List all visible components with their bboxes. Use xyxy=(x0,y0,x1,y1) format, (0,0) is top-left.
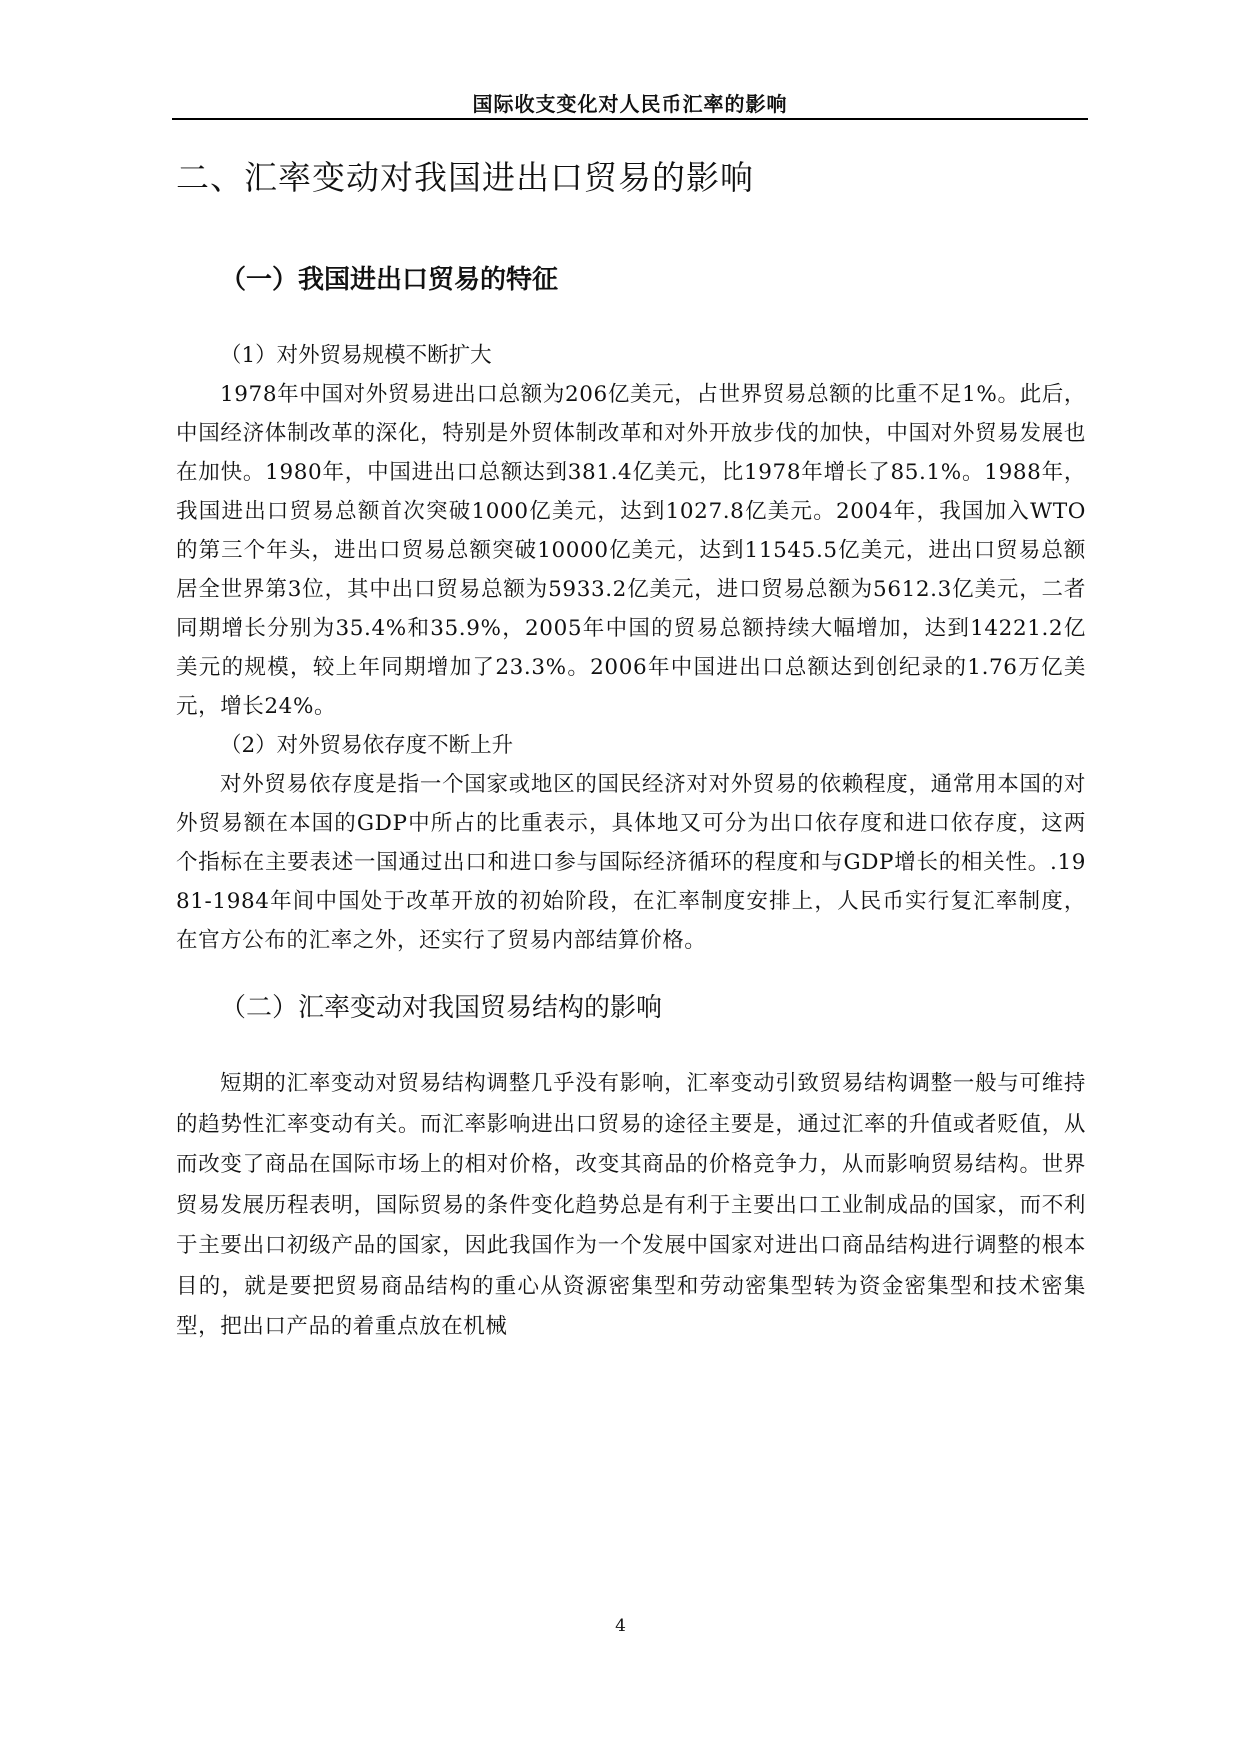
paragraph-trade-structure: 短期的汇率变动对贸易结构调整几乎没有影响，汇率变动引致贸易结构调整一般与可维持的趋势性汇率变动有关。而汇率影响进出口贸易的途径主要是，通过汇率的升值或者贬值，从而改变了商品在国际市场上的相对价格，改变其商品的价格竞争力，从而影响贸易结构。世界贸易发展历程表明，国际贸易的条件变化趋势总是有利于主要出口工业制成品的国家，而不利于主要出口初级产品的国家，因此我国作为一个发展中国家对进出口商品结构进行调整的根本目的，就是要把贸易商品结构的重心从资源密集型和劳动密集型转为资金密集型和技术密集型，把出口产品的着重点放在机械 xyxy=(176,1071,1086,1339)
running-header: 国际收支变化对人民币汇率的影响 xyxy=(472,92,788,116)
item-heading-2: （2）对外贸易依存度不断上升 xyxy=(220,733,514,758)
header-divider xyxy=(172,118,1088,120)
paragraph-trade-scale: 1978年中国对外贸易进出口总额为206亿美元，占世界贸易总额的比重不足1%。此后，中国经济体制改革的深化，特别是外贸体制改革和对外开放步伐的加快，中国对外贸易发展也在加快。1980年，中国进出口总额达到381.4亿美元，比1978年增长了85.1%。1988年，我国进出口贸易总额首次突破1000亿美元，达到1027.8亿美元。2004年，我国加入WTO的第三个年头，进出口贸易总额突破10000亿美元，达到11545.5亿美元，进出口贸易总额居全世界第3位，其中出口贸易总额为5933.2亿美元，进口贸易总额为5612.3亿美元，二者同期增长分别为35.4%和35.9%，2005年中国的贸易总额持续大幅增加，达到14221.2亿美元的规模，较上年同期增加了23.3%。2006年中国进出口总额达到创纪录的1.76万亿美元，增长24%。 xyxy=(176,382,1086,719)
paragraph-trade-dependence: 对外贸易依存度是指一个国家或地区的国民经济对对外贸易的依赖程度，通常用本国的对外贸易额在本国的GDP中所占的比重表示，具体地又可分为出口依存度和进口依存度，这两个指标在主要表述一国通过出口和进口参与国际经济循环的程度和与GDP增长的相关性。.1981-1984年间中国处于改革开放的初始阶段，在汇率制度安排上，人民币实行复汇率制度，在官方公布的汇率之外，还实行了贸易内部结算价格。 xyxy=(176,772,1086,953)
subsection-title-2: （二）汇率变动对我国贸易结构的影响 xyxy=(220,993,663,1023)
subsection-title-1: （一）我国进出口贸易的特征 xyxy=(220,265,559,295)
page-number: 4 xyxy=(615,1616,626,1636)
page-body xyxy=(176,150,1086,1348)
section-title: 二、汇率变动对我国进出口贸易的影响 xyxy=(176,158,754,197)
item-heading-1: （1）对外贸易规模不断扩大 xyxy=(220,343,492,368)
